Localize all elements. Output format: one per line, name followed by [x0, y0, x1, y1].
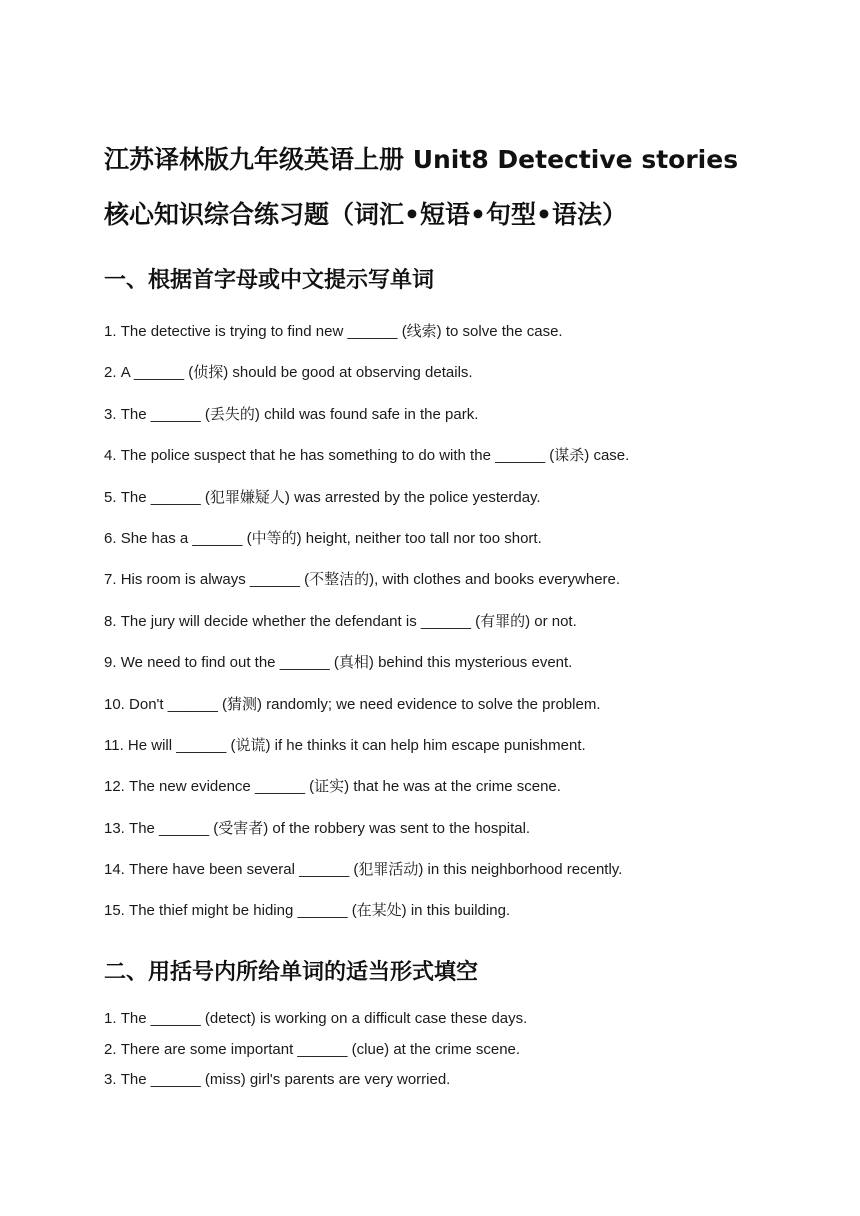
- question-item: [104, 404, 784, 445]
- question-list-1: [104, 321, 784, 942]
- question-item: [104, 776, 784, 817]
- question-item: [104, 1039, 784, 1070]
- question-list-2: [104, 1008, 784, 1100]
- question-text: He will ______ (说谎) if he thinks it can help him escape punishment.: [127, 736, 586, 754]
- question-number: 2.: [104, 1040, 117, 1058]
- question-number: 3.: [104, 405, 117, 423]
- question-item: [104, 652, 784, 693]
- question-number: 1.: [104, 1010, 117, 1027]
- question-number: 11.: [104, 736, 124, 754]
- section-heading-2: 二、用括号内所给单词的适当形式填空: [104, 960, 479, 985]
- question-text: The police suspect that he has something to do with the ______ (谋杀) case.: [120, 447, 630, 465]
- question-text: We need to find out the ______ (真相) behind this mysterious event.: [120, 654, 573, 672]
- question-number: 7.: [104, 571, 117, 589]
- question-number: 6.: [104, 529, 117, 547]
- question-item: [104, 487, 784, 528]
- question-text: The new evidence ______ (证实) that he was at the crime scene.: [129, 778, 561, 796]
- question-item: [104, 694, 784, 735]
- question-item: [104, 900, 784, 941]
- question-item: [104, 445, 784, 486]
- question-text: The ______ (丢失的) child was found safe in the park.: [120, 405, 479, 423]
- question-number: 2.: [104, 364, 117, 382]
- question-item: [104, 859, 784, 900]
- question-item: [104, 1008, 784, 1039]
- question-item: [104, 362, 784, 403]
- question-number: 1.: [104, 323, 117, 340]
- section-heading-1: 一、根据首字母或中文提示写单词: [104, 268, 435, 293]
- question-number: 10.: [104, 695, 125, 713]
- question-number: 14.: [104, 861, 125, 879]
- question-text: She has a ______ (中等的) height, neither too tall nor too short.: [120, 529, 542, 547]
- question-text: The jury will decide whether the defendant is ______ (有罪的) or not.: [120, 612, 577, 630]
- document-title: 江苏译林版九年级英语上册 Unit8 Detective stories 核心知识综合练习题（词汇•短语•句型•语法）: [104, 145, 739, 229]
- question-text: Don't ______ (猜测) randomly; we need evidence to solve the problem.: [129, 695, 601, 713]
- question-text: The ______ (犯罪嫌疑人) was arrested by the police yesterday.: [120, 488, 541, 506]
- question-text: There have been several ______ (犯罪活动) in this neighborhood recently.: [129, 861, 623, 879]
- question-text: The ______ (miss) girl's parents are very worried.: [120, 1071, 451, 1088]
- question-number: 13.: [104, 819, 125, 837]
- question-number: 4.: [104, 447, 117, 465]
- question-number: 5.: [104, 488, 117, 506]
- question-text: His room is always ______ (不整洁的), with clothes and books everywhere.: [120, 571, 621, 589]
- question-number: 9.: [104, 654, 117, 672]
- question-item: [104, 611, 784, 652]
- question-number: 8.: [104, 612, 117, 630]
- question-number: 15.: [104, 902, 125, 920]
- question-number: 12.: [104, 778, 125, 796]
- question-text: The detective is trying to find new ______ (线索) to solve the case.: [120, 323, 563, 340]
- question-item: [104, 818, 784, 859]
- question-item: [104, 321, 784, 362]
- question-text: The ______ (detect) is working on a difficult case these days.: [120, 1010, 528, 1027]
- question-number: 3.: [104, 1071, 117, 1088]
- question-item: [104, 1069, 784, 1100]
- question-text: A ______ (侦探) should be good at observing details.: [120, 364, 473, 382]
- question-item: [104, 569, 784, 610]
- question-text: There are some important ______ (clue) at the crime scene.: [120, 1040, 521, 1058]
- question-text: The thief might be hiding ______ (在某处) in this building.: [129, 902, 511, 920]
- question-text: The ______ (受害者) of the robbery was sent to the hospital.: [129, 819, 531, 837]
- question-item: [104, 735, 784, 776]
- question-item: [104, 528, 784, 569]
